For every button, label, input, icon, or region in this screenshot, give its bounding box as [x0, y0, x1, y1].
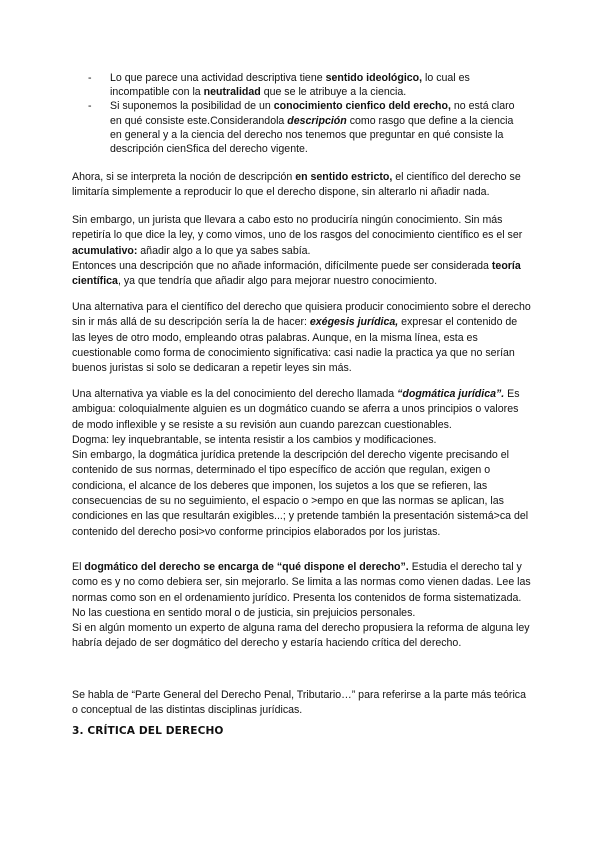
bullet-dash: - [88, 72, 92, 84]
emphasized-text: dogmático del derecho se encarga de “qué dispone el derecho”. [84, 561, 409, 573]
paragraph-dogmatica-juridica: Una alternativa ya viable es la del conocimiento del derecho llamada “dogmática jurídica”. Es ambigua: coloquialmente alguien es un dogmático cuando se aferra a unos principios o valores de modo inflexible y se resiste a su revisión aun cuando parezcan cuestionables. Dogma: ley inquebrantable, se intenta resistir a los cambios y modificaciones. Sin embargo, la dogmática jurídica pretende la descripción del derecho vigente precisando el contenido de sus normas, determinado el tipo específico de acción que regulan, exigen o condiciona, el alcance de los deberes que imponen, los sujetos a los que se refieren, las consecuencias de su no seguimiento, el espacio o >empo en que las normas se aplican, las condiciones en las que resultarán exigibles...; y pretende también la presentación sistemá>ca del contenido del derecho posi>vo conforme principios elaborados por los juristas. [72, 388, 529, 538]
paragraph-exegesis-juridica: Una alternativa para el científico del derecho que quisiera producir conocimiento sobre el derecho sin ir más allá de su descripción sería la de hacer: exégesis jurídica, expresar el contenido de las leyes de otro modo, empleando otras palabras. Aunque, en la misma línea, esta es cuestionable como forma de conocimiento significativa: casi nadie la practica ya que no serían buenos juristas si solo se dedicaran a repetir leyes sin más. [72, 301, 531, 375]
paragraph-acumulativo: Sin embargo, un jurista que llevara a cabo esto no produciría ningún conocimiento. Sin más repetiría lo que dice la ley, y como vimos, uno de los rasgos del conocimiento científico es el ser acumulativo: añadir algo a lo que ya sabes sabía. Entonces una descripción que no añade información, difícilmente puede ser considerada teoría científica, ya que tendría que añadir algo para mejorar nuestro conocimiento. [72, 214, 523, 288]
emphasized-text: sentido ideológico, [325, 72, 423, 84]
paragraph-dogmatico-del-derecho: El dogmático del derecho se encarga de “qué dispone el derecho”. Estudia el derecho tal y como es y no como debiera ser, sin mejorarlo. Se limita a las normas como vienen dadas. Lee las normas como son en el ordenamiento jurídico. Presenta los contenidos de forma sistematizada. No las cuestiona en sentido moral o de justicia, sin prejuicios personales. Si en algún momento un experto de alguna rama del derecho propusiera la reforma de alguna ley habría dejado de ser dogmático del derecho y estaría haciendo crítica del derecho. [72, 561, 531, 650]
emphasized-text: en sentido estricto, [295, 171, 393, 183]
bullet-item [88, 99, 528, 156]
emphasized-text: conocimiento cienfico deld erecho, [273, 100, 451, 113]
bullet-text: Si suponemos la posibilidad de un conocimiento cienfico deld erecho, no está claro en qué consiste este.Considerandola descripción como rasgo que define a la ciencia en general y a la ciencia del derecho nos tenemos que preguntar en qué consiste la descripción cienSfica del derecho vigente. [110, 100, 515, 156]
bullet-text: Lo que parece una actividad descriptiva tiene sentido ideológico, lo cual es incompatible con la neutralidad que se le atribuye a la ciencia. [110, 72, 470, 99]
emphasized-text: exégesis jurídica, [309, 316, 399, 329]
emphasized-text: descripción [287, 114, 347, 127]
paragraph-descripcion-estricta: Ahora, si se interpreta la noción de descripción en sentido estricto, el científico del derecho se limitaría simplemente a reproducir lo que el derecho dispone, sin alterarlo ni añadir nada. [72, 171, 521, 199]
emphasized-text: teoría científica [72, 259, 521, 288]
emphasized-text: “dogmática jurídica”. [397, 388, 505, 400]
bullet-item [88, 71, 528, 99]
paragraph-parte-general: Se habla de “Parte General del Derecho Penal, Tributario…” para referirse a la parte más teórica o conceptual de las distintas disciplinas jurídicas. [72, 689, 526, 717]
emphasized-text: acumulativo: [72, 244, 138, 257]
section-heading: 3. CRÍTICA DEL DERECHO [72, 725, 224, 737]
bullet-list [88, 71, 528, 156]
bullet-dash: - [88, 100, 92, 113]
emphasized-text: neutralidad [203, 86, 261, 99]
